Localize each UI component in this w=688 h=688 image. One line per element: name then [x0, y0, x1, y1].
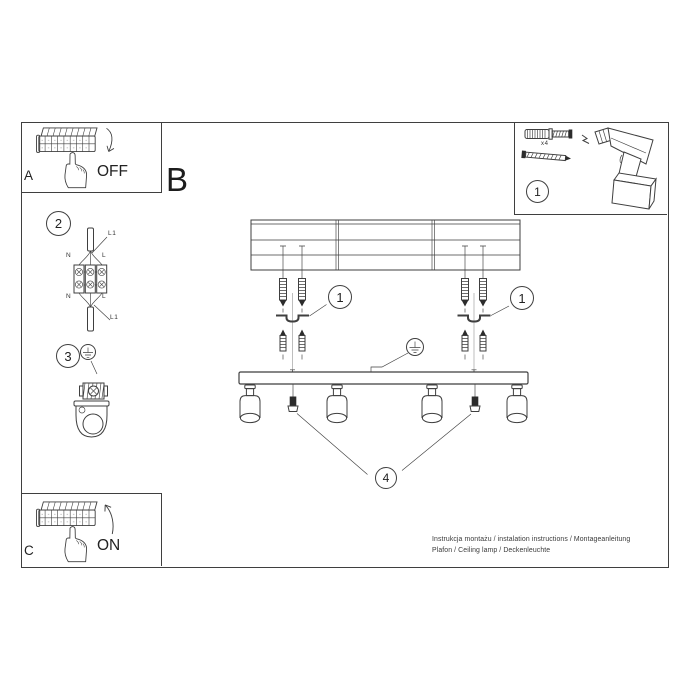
callout-anchor-left: 1: [328, 285, 352, 309]
mounting-diagram: [230, 215, 540, 490]
wire-label-n-top: N: [66, 252, 72, 259]
wires-bottom: [79, 293, 102, 307]
leader-anchor-left: [310, 305, 327, 317]
panel-a-label: A: [24, 168, 34, 183]
wire-label-l-bottom: L: [102, 293, 107, 300]
screw-icon: [521, 150, 571, 162]
alignment-axes: [293, 293, 475, 372]
ceiling-panels: [251, 220, 520, 270]
ceiling-cup-connector: [74, 383, 109, 437]
section-b-label: B: [166, 161, 189, 198]
wire-label-l-top: L: [102, 252, 107, 259]
callout-anchor-right: 1: [510, 286, 534, 310]
panel-c-label: C: [24, 543, 34, 558]
ground-symbol-icon: [81, 345, 96, 360]
wires-top: [79, 251, 102, 265]
footer-line-2: Plafon / Ceiling lamp / Deckenleuchte: [432, 546, 551, 554]
leader-l1-top: [92, 237, 107, 253]
callout-step1-parts: 1: [526, 180, 549, 203]
drill-icon: [582, 128, 656, 209]
ground-connector-diagram: [55, 340, 125, 445]
mounting-rail: [239, 370, 528, 384]
callout-step3: 3: [56, 344, 80, 368]
wire-label-l1-bottom: L1: [110, 314, 119, 321]
wiring-diagram: [36, 206, 136, 346]
callout-step2: 2: [46, 211, 71, 236]
panel-c: [21, 493, 162, 566]
leader-l1-bottom: [94, 305, 110, 320]
footer-text: [432, 535, 664, 557]
pointing-hand-icon: [59, 151, 89, 189]
adjustment-knobs: [288, 384, 480, 412]
curved-arrow-down-icon: [103, 126, 117, 156]
supply-cable-bottom: [88, 307, 94, 331]
wire-label-n-bottom: N: [66, 293, 72, 300]
curved-arrow-up-icon: [101, 502, 116, 536]
wall-plug-with-screw-icon: [525, 129, 572, 139]
footer-line-1: Instrukcja montażu / instalation instructions / Montageanleitung: [432, 536, 631, 543]
switch-on-label: ON: [97, 537, 121, 554]
ground-wire: [91, 361, 97, 374]
pointing-hand-icon: [59, 525, 89, 563]
wire-label-l1-top: L1: [108, 230, 117, 237]
terminal-block: [74, 265, 107, 293]
anchor-screws: [280, 246, 487, 360]
leaders-knobs: [297, 414, 471, 475]
panel-a: [21, 122, 162, 193]
callout-knobs: 4: [375, 467, 397, 489]
leader-anchor-right: [491, 306, 509, 316]
ground-lead: [371, 353, 408, 372]
ground-symbol-icon: [407, 339, 424, 356]
spotlights: [240, 385, 527, 423]
switch-off-label: OFF: [97, 163, 128, 180]
supply-cable-top: [88, 228, 94, 251]
quantity-label: x4: [541, 140, 549, 147]
